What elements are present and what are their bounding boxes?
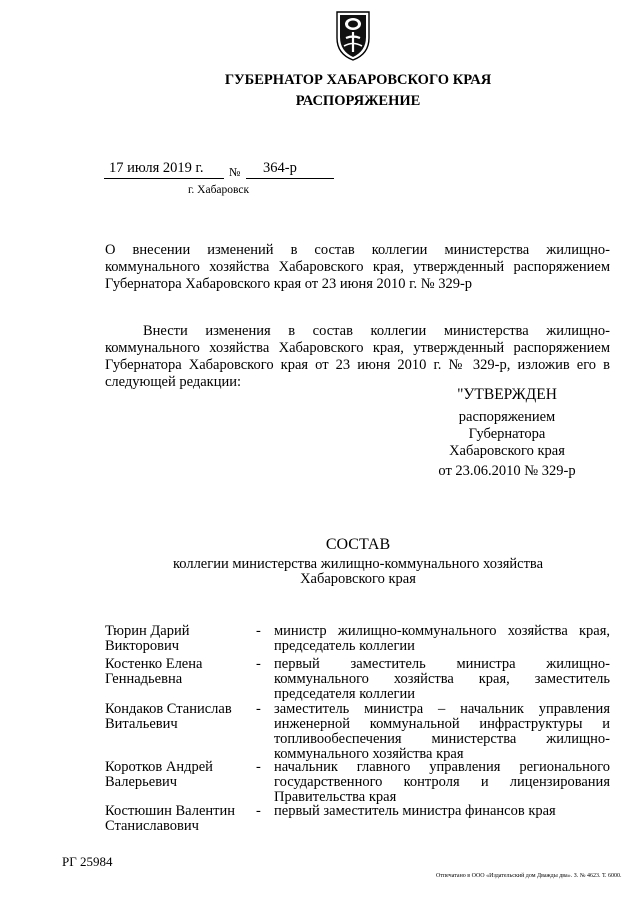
member-dash: - [256,803,261,819]
member-name-line-2: Валерьевич [105,774,178,790]
approval-line-3: Губернатора [468,426,546,442]
member-name-line-1: Тюрин Дарий [105,623,190,639]
member-role: министр жилищно-коммунального хозяйства края, председатель коллегии [274,623,610,654]
member-name-line-1: Кондаков Станислав [105,701,232,717]
document-city: г. Хабаровск [188,184,250,196]
composition-subtitle-line-2: Хабаровского края [300,571,416,587]
registration-number: РГ 25984 [62,854,113,869]
document-subject: О внесении изменений в состав коллегии министерства жилищно-коммунального хозяйства Хабаровского края, утвержденный распоряжением Губернатора Хабаровского края от 23 июня 2010 г. № 329-р [105,242,610,292]
composition-title: СОСТАВ [325,536,391,553]
member-role: первый заместитель министра жилищно-коммунального хозяйства края, заместитель председателя коллегии [274,656,610,702]
member-row [105,624,615,654]
member-dash: - [256,623,261,639]
member-dash: - [256,656,261,672]
member-name [105,804,255,834]
issuer-title: ГУБЕРНАТОР ХАБАРОВСКОГО КРАЯ [224,72,492,88]
document-number: 364-р [263,160,297,176]
composition-subtitle-line-1: коллегии министерства жилищно-коммунального хозяйства [172,556,544,572]
coat-of-arms-emblem [331,8,375,62]
member-name-line-1: Коротков Андрей [105,759,213,775]
member-dash: - [256,701,261,717]
member-name [105,702,255,732]
member-row [105,804,615,834]
member-dash: - [256,759,261,775]
document-type: РАСПОРЯЖЕНИЕ [295,93,421,109]
approval-line-1: "УТВЕРЖДЕН [457,386,557,403]
member-row [105,702,615,760]
number-sign: № [229,165,241,179]
member-row [105,657,615,701]
member-name-line-2: Витальевич [105,716,178,732]
member-name [105,760,255,790]
document-date: 17 июля 2019 г. [109,160,204,176]
approval-line-2: распоряжением [458,409,556,425]
member-row [105,760,615,804]
number-underline [246,178,334,179]
composition-subtitle [0,557,640,587]
member-name-line-2: Викторович [105,638,180,654]
member-name [105,624,255,654]
body-paragraph: Внести изменения в состав коллегии министерства жилищно-коммунального хозяйства Хабаровского края, утвержденный распоряжением Губернатора Хабаровского края от 23 июня 2010 г. № 329-р, изложив его в следующей редакции: [105,323,610,390]
printer-imprint: Отпечатано в ООО «Издательский дом Дважды два». З. № 4623. Т. 6000. [436,873,622,879]
member-role: заместитель министра – начальник управления инженерной коммунальной инфраструктуры и топливообеспечения министерства жилищно-коммунального хозяйства края [274,701,610,762]
member-name-line-2: Геннадьевна [105,671,183,687]
approval-line-4: Хабаровского края [449,443,565,459]
member-name-line-2: Станиславович [105,818,199,834]
member-name-line-1: Костенко Елена [105,656,203,672]
member-role: первый заместитель министра финансов края [274,803,556,819]
date-underline [104,178,224,179]
approval-stamp-text [432,386,582,480]
member-name-line-1: Костюшин Валентин [105,803,235,819]
member-name [105,657,255,687]
approval-line-5: от 23.06.2010 № 329-р [438,463,576,479]
member-role: начальник главного управления регионального государственного контроля и лицензирования Правительства края [274,759,610,805]
